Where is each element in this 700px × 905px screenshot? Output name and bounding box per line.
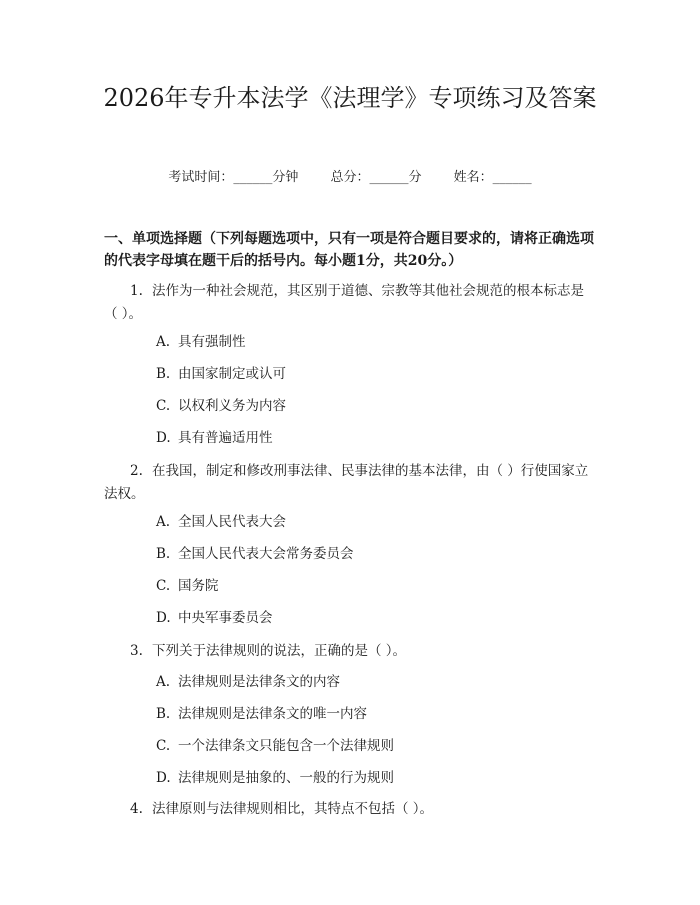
exam-time-field: 考试时间：______分钟 — [168, 170, 299, 185]
option-letter: A. — [156, 674, 171, 690]
question-number: 4. — [130, 801, 143, 817]
option-2b — [156, 544, 586, 564]
option-letter: D. — [156, 770, 171, 786]
question-2 — [104, 460, 594, 506]
question-text: 法律原则与法律规则相比，其特点不包括（ ）。 — [152, 801, 434, 817]
question-text: 在我国，制定和修改刑事法律、民事法律的基本法律，由（ ）行使国家立法权。 — [104, 463, 589, 502]
exam-meta — [0, 168, 700, 188]
question-1 — [104, 280, 594, 326]
name-field: 姓名：______ — [453, 170, 532, 185]
option-text: 全国人民代表大会 — [178, 514, 286, 530]
option-letter: B. — [156, 366, 171, 382]
option-letter: C. — [156, 578, 171, 594]
option-text: 以权利义务为内容 — [178, 398, 286, 414]
option-text: 全国人民代表大会常务委员会 — [178, 546, 354, 562]
question-number: 2. — [130, 463, 143, 479]
option-1b — [156, 364, 586, 384]
question-number: 3. — [130, 643, 143, 659]
option-letter: C. — [156, 738, 171, 754]
option-letter: B. — [156, 706, 171, 722]
question-text: 下列关于法律规则的说法，正确的是（ ）。 — [152, 643, 407, 659]
document-title: 2026年专升本法学《法理学》专项练习及答案 — [103, 84, 597, 112]
section-heading: 一、单项选择题（下列每题选项中，只有一项是符合题目要求的，请将正确选项的代表字母填在题干后的括号内。每小题1分，共20分。） — [104, 231, 594, 269]
option-3a — [156, 672, 586, 692]
option-text: 具有普遍适用性 — [178, 430, 273, 446]
option-text: 国务院 — [178, 578, 219, 594]
option-3b — [156, 704, 586, 724]
option-text: 法律规则是法律条文的唯一内容 — [178, 706, 367, 722]
option-1c — [156, 396, 586, 416]
option-letter: D. — [156, 430, 171, 446]
option-letter: D. — [156, 610, 171, 626]
option-letter: B. — [156, 546, 171, 562]
option-3c — [156, 736, 586, 756]
option-text: 具有强制性 — [178, 334, 246, 350]
option-letter: A. — [156, 334, 171, 350]
question-number: 1. — [130, 283, 143, 299]
option-text: 由国家制定或认可 — [178, 366, 286, 382]
option-text: 中央军事委员会 — [178, 610, 273, 626]
option-3d — [156, 768, 586, 788]
option-2d — [156, 608, 586, 628]
option-letter: A. — [156, 514, 171, 530]
option-text: 一个法律条文只能包含一个法律规则 — [178, 738, 394, 754]
option-text: 法律规则是抽象的、一般的行为规则 — [178, 770, 394, 786]
option-text: 法律规则是法律条文的内容 — [178, 674, 340, 690]
option-2a — [156, 512, 586, 532]
option-1a — [156, 332, 586, 352]
option-2c — [156, 576, 586, 596]
option-letter: C. — [156, 398, 171, 414]
question-text: 法作为一种社会规范，其区别于道德、宗教等其他社会规范的根本标志是（ ）。 — [104, 283, 584, 322]
question-4 — [104, 798, 594, 821]
option-1d — [156, 428, 586, 448]
total-score-field: 总分：______分 — [330, 170, 422, 185]
question-3 — [104, 640, 594, 663]
